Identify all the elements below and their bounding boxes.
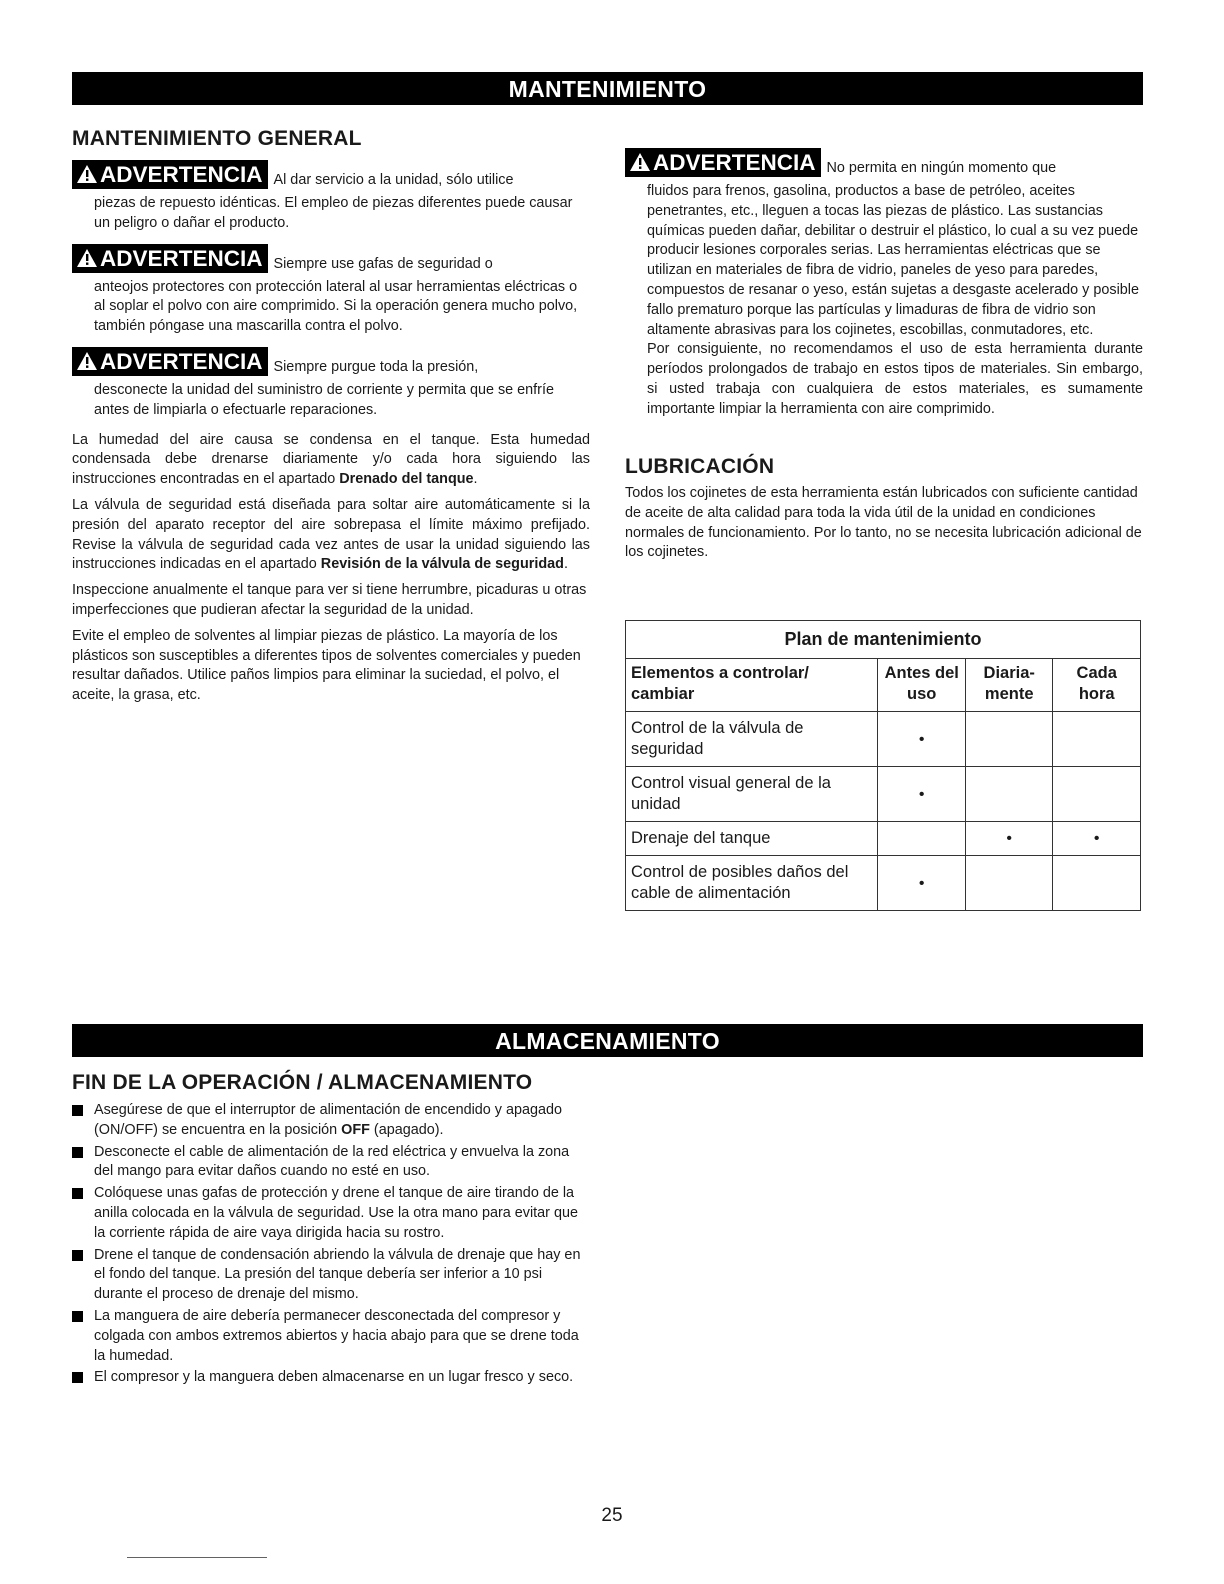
tank-inspection-paragraph: Inspeccione anualmente el tanque para ver si tiene herrumbre, picaduras u otras imperfecciones que pudieran afectar la seguridad de la unidad.	[72, 582, 587, 618]
warning-block-1	[72, 160, 590, 234]
list-item: Desconecte el cable de alimentación de la red eléctrica y envuelva la zona del mango para evitar daños cuando no esté en uso.	[72, 1143, 590, 1183]
lubrication-text: Todos los cojinetes de esta herramienta están lubricados con suficiente cantidad de aceite de alta calidad para toda la vida útil de la unidad en condiciones normales de funcionamiento. Por lo tanto, no se necesita lubricación adicional de los cojinetes.	[625, 485, 1142, 561]
maintenance-banner: MANTENIMIENTO	[72, 72, 1143, 105]
left-column	[72, 160, 590, 712]
mark-cell	[1053, 856, 1141, 911]
warning-text: piezas de repuesto idénticas. El empleo de piezas diferentes puede causar un peligro o dañar el producto.	[94, 195, 573, 231]
mark-cell	[965, 856, 1053, 911]
warning-block-2	[72, 244, 590, 337]
mark-cell	[1053, 767, 1141, 822]
list-item: Asegúrese de que el interruptor de alimentación de encendido y apagado (ON/OFF) se encuentra en la posición OFF (apagado).	[72, 1101, 590, 1141]
page-number: 25	[601, 1505, 623, 1526]
warning-badge: ADVERTENCIA	[72, 244, 268, 273]
warning-lead-text: No permita en ningún momento que	[826, 160, 1057, 176]
warning-badge: ADVERTENCIA	[72, 347, 268, 376]
mark-cell: •	[878, 712, 966, 767]
lubrication-heading: LUBRICACIÓN	[625, 455, 775, 478]
bullet-square-icon	[72, 1147, 83, 1158]
mark-cell: •	[1053, 822, 1141, 856]
row-item: Control de posibles daños del cable de alimentación	[626, 856, 878, 911]
warning-text: anteojos protectores con protección lateral al usar herramientas eléctricas o al soplar el polvo con aire comprimido. Si la operación genera mucho polvo, también póngase una mascarilla contra el polvo.	[94, 278, 578, 335]
warning-block-3	[72, 347, 590, 421]
solvents-paragraph: Evite el empleo de solventes al limpiar piezas de plástico. La mayoría de los plásticos son susceptibles a diferentes tipos de solventes comerciales y pueden resultar dañados. Utilice paños limpios para eliminar la suciedad, el polvo, el aceite, la grasa, etc.	[72, 627, 581, 704]
warning-badge: ADVERTENCIA	[72, 160, 268, 189]
warning-lead-text: Siempre use gafas de seguridad o	[273, 255, 493, 272]
warning-text-continued: Por consiguiente, no recomendamos el uso de esta herramienta durante períodos prolongados de trabajo en estos tipos de materiales. Sin embargo, si usted trabaja con cualquiera de estos materiales, es sumamente importante limpiar la herramienta con aire comprimido.	[647, 341, 1143, 417]
column-header: Antes del uso	[878, 659, 966, 712]
warning-lead-text: Al dar servicio a la unidad, sólo utilice	[273, 172, 514, 188]
general-maintenance-heading: MANTENIMIENTO GENERAL	[72, 127, 362, 150]
list-item: La manguera de aire debería permanecer desconectada del compresor y colgada con ambos extremos abiertos y hacia abajo para que se drene toda la humedad.	[72, 1307, 590, 1366]
warning-triangle-icon	[76, 349, 98, 379]
warning-text: desconecte la unidad del suministro de corriente y permita que se enfríe antes de limpiarla o efectuarle reparaciones.	[94, 381, 554, 418]
bullet-square-icon	[72, 1188, 83, 1199]
bullet-square-icon	[72, 1250, 83, 1261]
column-header: Diaria- mente	[965, 659, 1053, 712]
warning-badge: ADVERTENCIA	[625, 148, 821, 177]
warning-text: fluidos para frenos, gasolina, productos a base de petróleo, aceites penetrantes, etc., lleguen a tocas las piezas de plástico. Las sustancias químicas pueden dañar, debilitar o destruir el plástico, lo cual a su vez puede producir lesiones corporales serias. Las herramientas eléctricas que se utilizan en materiales de fibra de vidrio, paneles de yeso para paredes, compuestos de resanar o yeso, están sujetas a desgaste acelerado y posible fallo prematuro porque las partículas y limaduras de fibra de vidrio son altamente abrasivas para los cojinetes, escobillas, conmutadores, etc.	[647, 183, 1139, 338]
table-row	[626, 822, 1141, 856]
list-item: Colóquese unas gafas de protección y drene el tanque de aire tirando de la anilla colocada en la válvula de seguridad. Use la otra mano para evitar que la corriente rápida de aire vaya dirigida hacia su rostro.	[72, 1184, 590, 1243]
mark-cell	[878, 822, 966, 856]
list-item: Drene el tanque de condensación abriendo la válvula de drenaje que hay en el fondo del tanque. La presión del tanque debería ser inferior a 10 psi durante el proceso de drenaje del mismo.	[72, 1246, 590, 1305]
storage-list-container	[72, 1101, 590, 1390]
mark-cell	[1053, 712, 1141, 767]
mark-cell	[965, 767, 1053, 822]
table-row	[626, 767, 1141, 822]
row-item: Drenaje del tanque	[626, 822, 878, 856]
storage-heading: FIN DE LA OPERACIÓN / ALMACENAMIENTO	[72, 1071, 533, 1094]
footer-divider	[127, 1557, 267, 1558]
right-column	[625, 148, 1143, 430]
mark-cell: •	[878, 856, 966, 911]
warning-block-4	[625, 148, 1143, 420]
mark-cell: •	[965, 822, 1053, 856]
mark-cell	[965, 712, 1053, 767]
maintenance-plan-table	[625, 620, 1141, 911]
storage-list	[72, 1101, 590, 1388]
table-row	[626, 712, 1141, 767]
row-item: Control visual general de la unidad	[626, 767, 878, 822]
table-row	[626, 856, 1141, 911]
storage-banner: ALMACENAMIENTO	[72, 1024, 1143, 1057]
mark-cell: •	[878, 767, 966, 822]
safety-valve-paragraph: La válvula de seguridad está diseñada para soltar aire automáticamente si la presión del aparato receptor del aire sobrepasa el límite máximo prefijado. Revise la válvula de seguridad cada vez antes de usar la unidad siguiendo las instrucciones indicadas en el apartado Revisión de la válvula de seguridad.	[72, 496, 590, 573]
list-item: El compresor y la manguera deben almacenarse en un lugar fresco y seco.	[72, 1368, 590, 1388]
table-title: Plan de mantenimiento	[626, 621, 1141, 659]
warning-triangle-icon	[76, 246, 98, 276]
condensation-paragraph: La humedad del aire causa se condensa en el tanque. Esta humedad condensada debe drenarse diariamente y/o cada hora siguiendo las instrucciones encontradas en el apartado Drenado del tanque.	[72, 431, 590, 488]
warning-triangle-icon	[76, 162, 98, 192]
warning-triangle-icon	[629, 150, 651, 180]
bullet-square-icon	[72, 1311, 83, 1322]
column-header: Cada hora	[1053, 659, 1141, 712]
column-header: Elementos a controlar/ cambiar	[626, 659, 878, 712]
row-item: Control de la válvula de seguridad	[626, 712, 878, 767]
bullet-square-icon	[72, 1105, 83, 1116]
warning-lead-text: Siempre purgue toda la presión,	[273, 358, 479, 375]
bullet-square-icon	[72, 1372, 83, 1383]
